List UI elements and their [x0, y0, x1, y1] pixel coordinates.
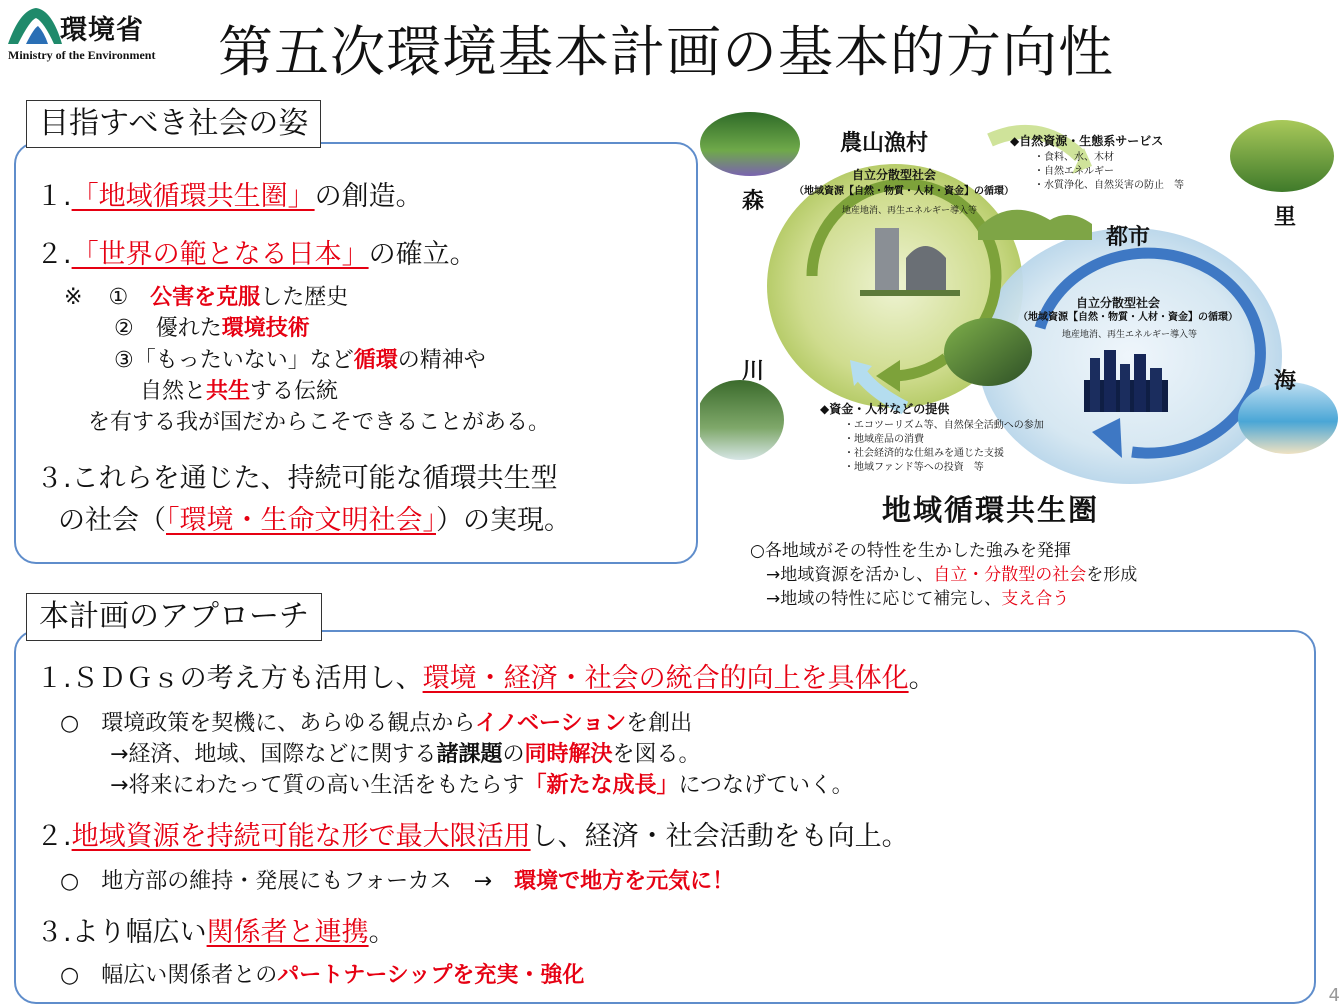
- diagram-desc-3: →地域の特性に応じて補完し、支え合う: [766, 589, 1070, 609]
- vision-note-4: 自然と共生する伝統: [140, 379, 339, 404]
- farm-energy: 地産地消、再生エネルギー導入等: [842, 206, 978, 216]
- approach-item-1-bullet-3: →将来にわたって質の高い生活をもたらす「新たな成長」につなげていく。: [110, 773, 854, 798]
- city-energy: 地産地消、再生エネルギー導入等: [1062, 330, 1198, 340]
- flow-bottom-item-1: ・エコツーリズム等、自然保全活動への参加: [844, 420, 1044, 431]
- vision-tab: 目指すべき社会の姿: [26, 100, 321, 148]
- flow-bottom-item-4: ・地域ファンド等への投資 等: [844, 462, 984, 473]
- regional-circulation-diagram: [700, 108, 1340, 609]
- vision-item-3-line1: ３.これらを通じた、持続可能な循環共生型: [36, 463, 558, 494]
- approach-item-1: １.ＳＤＧｓの考え方も活用し、環境・経済・社会の統合的向上を具体化。: [36, 663, 936, 694]
- flow-top-item-3: ・水質浄化、自然災害の防止 等: [1034, 180, 1184, 191]
- label-city: 都市: [1106, 225, 1151, 250]
- ministry-mark-icon: [6, 4, 64, 48]
- farm-society-label: 自立分散型社会: [852, 168, 937, 182]
- diagram-caption: 地域循環共生圏: [882, 493, 1100, 527]
- vision-note-1: ※ ① 公害を克服した歴史: [64, 285, 349, 310]
- approach-item-3: ３.より幅広い関係者と連携。: [36, 917, 396, 948]
- flow-bottom-item-2: ・地域産品の消費: [844, 434, 924, 445]
- approach-item-3-bullet-1: ○ 幅広い関係者とのパートナーシップを充実・強化: [60, 963, 585, 988]
- vision-note-5: を有する我が国だからこそできることがある。: [88, 410, 551, 435]
- page-number: 4: [1328, 985, 1340, 1006]
- diagram-desc-1: ○各地域がその特性を生かした強みを発揮: [750, 541, 1071, 561]
- farm-society-sub: （地域資源【自然・物質・人材・資金】の循環）: [794, 186, 1014, 197]
- city-society-sub: （地域資源【自然・物質・人材・資金】の循環）: [1018, 312, 1238, 323]
- label-sea: 海: [1274, 369, 1297, 394]
- approach-item-1-bullet-2: →経済、地域、国際などに関する諸課題の同時解決を図る。: [110, 742, 701, 767]
- approach-item-2: ２.地域資源を持続可能な形で最大限活用し、経済・社会活動をも向上。: [36, 821, 909, 852]
- label-river: 川: [742, 359, 765, 384]
- flow-top-title: ◆自然資源・生態系サービス: [1010, 134, 1164, 148]
- diagram-desc-2: →地域資源を活かし、自立・分散型の社会を形成: [766, 565, 1138, 585]
- approach-tab: 本計画のアプローチ: [26, 593, 322, 641]
- flow-bottom-title: ◆資金・人材などの提供: [820, 402, 950, 416]
- flow-top-item-1: ・食料、水、木材: [1034, 152, 1114, 163]
- page-title: 第五次環境基本計画の基本的方向性: [218, 20, 1115, 84]
- ministry-logo: [6, 4, 174, 74]
- vision-item-1: １.「地域循環共生圏」の創造。: [36, 181, 423, 212]
- approach-item-2-bullet-1: ○ 地方部の維持・発展にもフォーカス → 環境で地方を元気に！: [60, 869, 735, 894]
- vision-item-2: ２.「世界の範となる日本」の確立。: [36, 239, 477, 270]
- org-name-en: Ministry of the Environment: [8, 48, 156, 62]
- flow-top-item-2: ・自然エネルギー: [1034, 166, 1114, 177]
- city-society-label: 自立分散型社会: [1076, 296, 1161, 310]
- flow-bottom-item-3: ・社会経済的な仕組みを通じた支援: [844, 448, 1004, 459]
- label-farm-village: 農山漁村: [840, 131, 929, 156]
- label-satoyama: 里: [1274, 205, 1297, 230]
- label-forest: 森: [742, 189, 765, 214]
- org-name-jp: 環境省: [60, 15, 144, 46]
- vision-note-3: ③「もったいない」など循環の精神や: [114, 348, 486, 373]
- vision-note-2: ② 優れた環境技術: [114, 316, 310, 341]
- vision-item-3-line2: の社会（「環境・生命文明社会」）の実現。: [58, 505, 571, 536]
- approach-item-1-bullet-1: ○ 環境政策を契機に、あらゆる観点からイノベーションを創出: [60, 711, 693, 736]
